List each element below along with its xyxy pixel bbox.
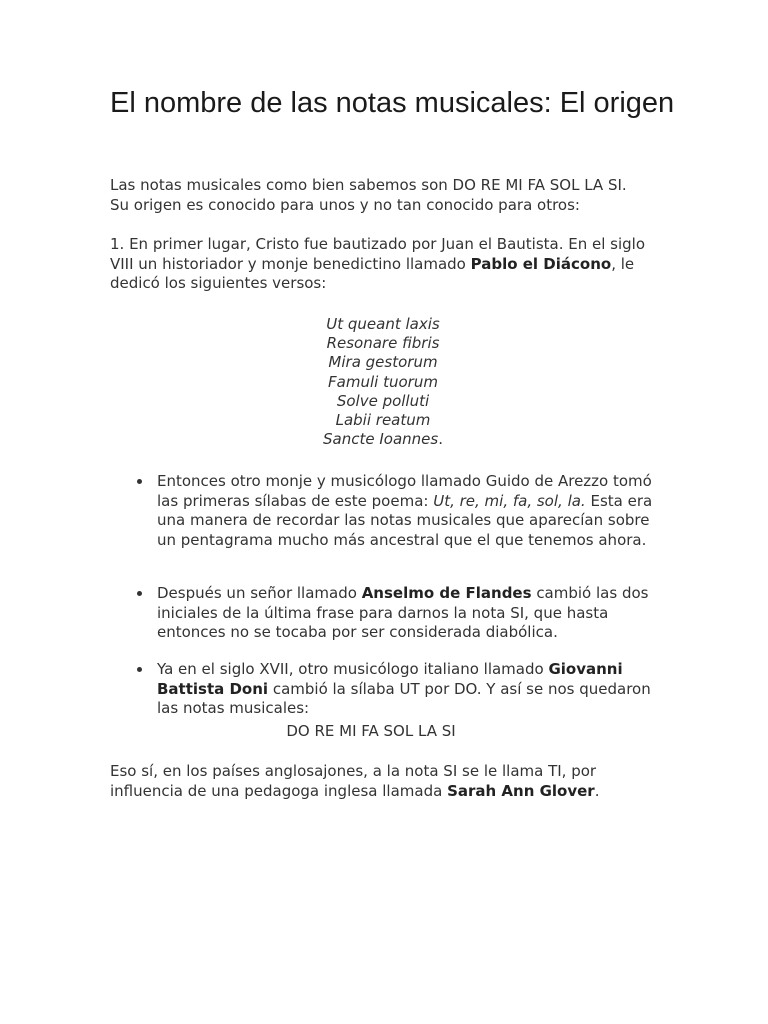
paragraph-pablo [110,235,650,294]
poem-end-punctuation: . [438,430,443,449]
bullet-text-after: Esta era una manera de recordar las notas musicales que aparecían sobre un pentagrama mucho más ancestral que el que tenemos ahora. [157,491,653,549]
poem-line-text: Sancte Ioannes [323,430,439,449]
bullet-dot-icon [137,479,142,484]
paragraph-text-after: , le dedicó los siguientes versos: [110,254,635,292]
intro-paragraph: Las notas musicales como bien sabemos son DO RE MI FA SOL LA SI. Su origen es conocido para unos y no tan conocido para otros: [110,176,627,214]
paragraph-text-before: 1. En primer lugar, Cristo fue bautizado por Juan el Bautista. En el siglo VIII un historiador y monje benedictino llamado [110,235,646,273]
poem-verses [230,315,536,449]
syllables-italic: Ut, re, mi, fa, sol, la. [433,491,586,510]
name-sarah-ann-glover: Sarah Ann Glover [447,781,595,800]
closing-text-before: Eso sí, en los países anglosajones, a la nota SI se le llama TI, por influencia de una pedagoga inglesa llamada [110,762,597,800]
bullet-item-anselmo [157,584,662,643]
bullet-item-doni [157,660,662,719]
closing-text-after: . [594,781,600,800]
bullet-dot-icon [137,591,142,596]
bullet-text-after: cambió la sílaba UT por DO. Y así se nos quedaron las notas musicales: [157,679,651,717]
name-pablo-el-diacono: Pablo el Diácono [470,254,612,273]
bullet-dot-icon [137,667,142,672]
name-giovanni-battista-doni: Giovanni Battista Doni [157,660,623,698]
name-anselmo-de-flandes: Anselmo de Flandes [361,584,532,602]
poem-line: Labii reatum [335,411,431,430]
bullet-text-before: Ya en el siglo XVII, otro musicólogo italiano llamado [157,660,549,678]
poem-line: Resonare fibris [326,334,440,353]
bullet-text-after: cambió las dos iniciales de la última frase para darnos la nota SI, que hasta entonces no se tocaba por ser considerada diabólica. [157,584,649,641]
closing-paragraph [110,762,650,801]
musical-scale-line: DO RE MI FA SOL LA SI [286,722,456,740]
poem-line: Famuli tuorum [328,372,438,391]
bullet-text-before: Después un señor llamado [157,584,362,602]
bullet-text-before: Entonces otro monje y musicólogo llamado Guido de Arezzo tomó las primeras sílabas de este poema: [157,472,652,510]
bullet-item-guido [157,472,662,550]
poem-line: Ut queant laxis [326,315,440,333]
page-title: El nombre de las notas musicales: El origen [110,87,675,119]
poem-line: Solve polluti [336,391,430,410]
poem-line: Mira gestorum [328,353,438,372]
poem-line-last [230,430,536,449]
